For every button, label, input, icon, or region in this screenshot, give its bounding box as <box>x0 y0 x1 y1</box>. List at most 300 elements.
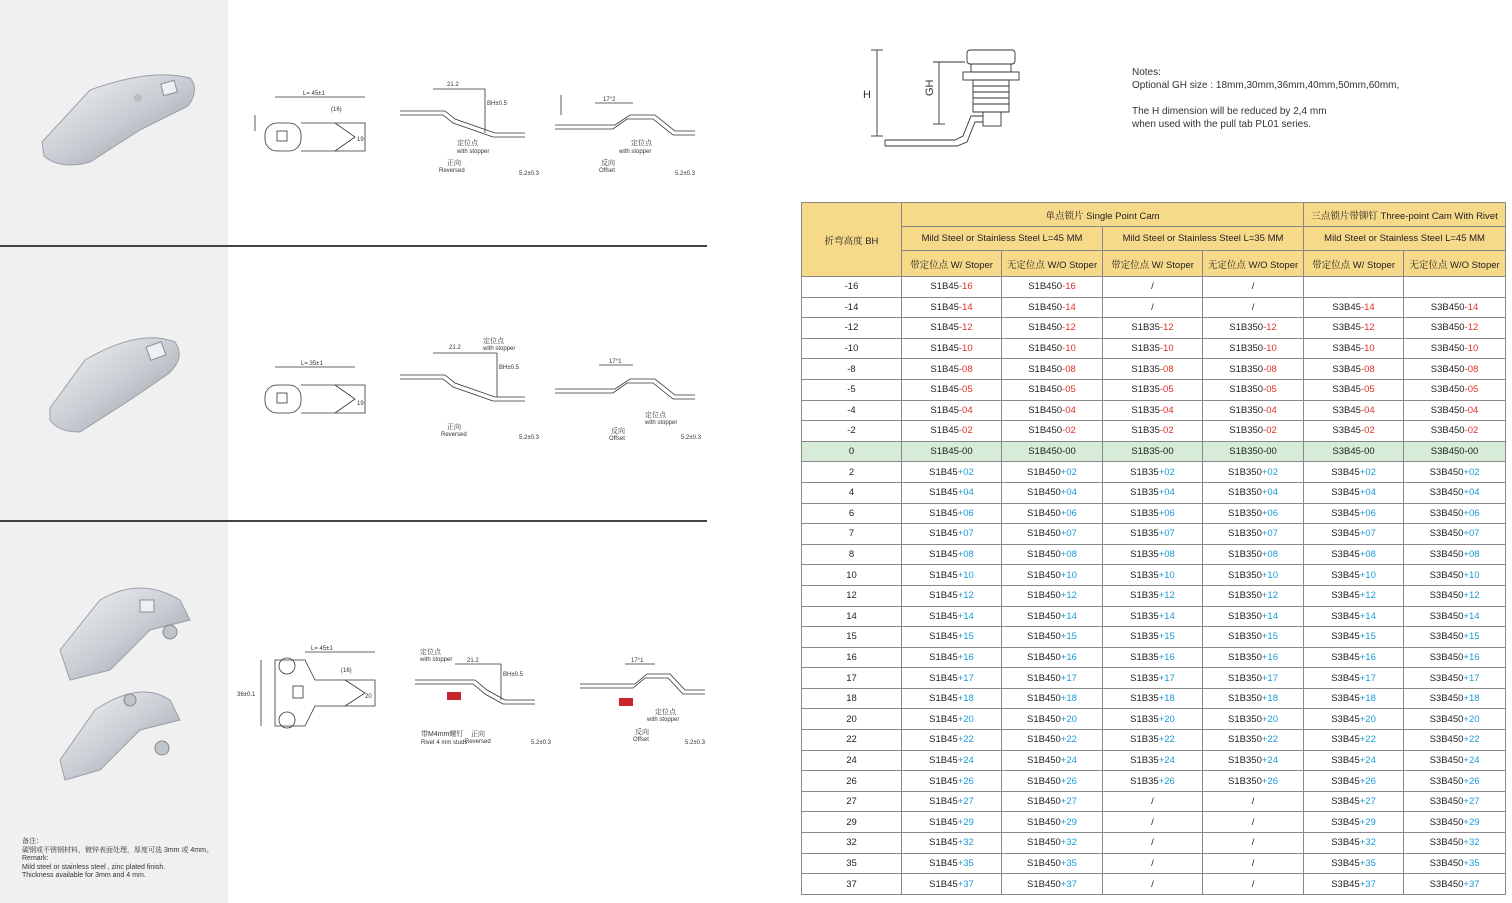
part-code: S1B450-14 <box>1002 297 1103 318</box>
part-code: S1B450+18 <box>1002 688 1103 709</box>
table-row <box>802 544 1506 565</box>
part-code: / <box>1203 812 1304 833</box>
part-code: S1B35+14 <box>1103 606 1203 627</box>
notes-line-3: when used with the pull tab PL01 series. <box>1132 119 1311 130</box>
part-code: S1B35+04 <box>1103 482 1203 503</box>
bh-header: 折弯高度 BH <box>802 203 902 277</box>
part-code: S1B350+12 <box>1203 585 1304 606</box>
rivet-marker <box>619 698 633 706</box>
part-code: S1B45+04 <box>902 482 1002 503</box>
part-code: S3B45-05 <box>1304 379 1404 400</box>
without-stoper-header: 无定位点 W/O Stoper <box>1002 251 1103 277</box>
part-code: S1B35-08 <box>1103 359 1203 380</box>
bh-value: 18 <box>802 688 902 709</box>
part-code: S3B45+37 <box>1304 874 1404 895</box>
table-row <box>802 524 1506 545</box>
part-code: S3B450-05 <box>1404 379 1506 400</box>
part-code: S3B450+26 <box>1404 771 1506 792</box>
part-code: S1B350+17 <box>1203 668 1304 689</box>
table-row <box>802 647 1506 668</box>
part-code: S1B45+18 <box>902 688 1002 709</box>
part-code: / <box>1203 297 1304 318</box>
offset-label-en: Offset <box>609 436 625 442</box>
stopper-label-en: with stopper <box>457 149 490 155</box>
part-code: S1B35-00 <box>1103 441 1203 462</box>
reversed-label-cn: 正向 <box>447 160 461 167</box>
part-code: / <box>1203 833 1304 854</box>
part-code: S1B35+22 <box>1103 730 1203 751</box>
h-dimension-label: H <box>863 89 871 101</box>
part-code: S3B450+37 <box>1404 874 1506 895</box>
part-code: S1B350-04 <box>1203 400 1304 421</box>
with-stoper-header: 带定位点 W/ Stoper <box>902 251 1002 277</box>
remark-block <box>22 838 222 881</box>
part-code: S3B450+04 <box>1404 482 1506 503</box>
table-row <box>802 482 1506 503</box>
part-code: S1B450-05 <box>1002 379 1103 400</box>
bh-value: -12 <box>802 318 902 339</box>
stopper-label-en: with stopper <box>647 717 680 723</box>
part-code: S3B45+20 <box>1304 709 1404 730</box>
part-code: S3B450-12 <box>1404 318 1506 339</box>
reversed-label-en: Reversed <box>441 432 467 438</box>
table-row <box>802 585 1506 606</box>
three-point-header: 三点锁片带铆钉 Three-point Cam With Rivet <box>1304 203 1506 227</box>
part-code: / <box>1203 277 1304 298</box>
table-row <box>802 359 1506 380</box>
dim-5-2: 5.2±0.3 <box>681 435 701 441</box>
part-code: / <box>1203 874 1304 895</box>
table-row <box>802 277 1506 298</box>
part-code: S1B450-10 <box>1002 338 1103 359</box>
part-code: S1B450+20 <box>1002 709 1103 730</box>
material-l35-header: Mild Steel or Stainless Steel L=35 MM <box>1103 227 1304 251</box>
bh-value: -2 <box>802 421 902 442</box>
part-code: S1B45+02 <box>902 462 1002 483</box>
dim-5-2: 5.2±0.3 <box>685 740 705 746</box>
part-code: S3B450+12 <box>1404 585 1506 606</box>
part-code: S1B45+20 <box>902 709 1002 730</box>
part-code: S1B45-12 <box>902 318 1002 339</box>
part-code: S1B350+26 <box>1203 771 1304 792</box>
part-code: S1B350+07 <box>1203 524 1304 545</box>
table-row <box>802 833 1506 854</box>
with-stoper-header: 带定位点 W/ Stoper <box>1304 251 1404 277</box>
bh-value: -14 <box>802 297 902 318</box>
part-code: S1B45-04 <box>902 400 1002 421</box>
dim-36: 36±0.1 <box>237 692 256 698</box>
part-code: S3B450+15 <box>1404 627 1506 648</box>
part-code: S3B450+16 <box>1404 647 1506 668</box>
part-code: S1B450-12 <box>1002 318 1103 339</box>
part-code: / <box>1103 812 1203 833</box>
table-row <box>802 441 1506 462</box>
notes-title: Notes: <box>1132 67 1161 78</box>
part-code: S1B35+24 <box>1103 750 1203 771</box>
part-code: S3B450-10 <box>1404 338 1506 359</box>
stopper-label-cn: 定位点 <box>631 140 652 147</box>
part-code: S1B35+18 <box>1103 688 1203 709</box>
table-row <box>802 338 1506 359</box>
part-code: S1B450+10 <box>1002 565 1103 586</box>
part-code: S3B450-14 <box>1404 297 1506 318</box>
part-code: S3B450+06 <box>1404 503 1506 524</box>
remark-title-en: Remark: <box>22 855 49 862</box>
offset-label-en: Offset <box>599 168 615 174</box>
part-code <box>1304 277 1404 298</box>
without-stoper-header: 无定位点 W/O Stoper <box>1404 251 1506 277</box>
dim-5-2: 5.2±0.3 <box>519 435 539 441</box>
part-code: S3B450+24 <box>1404 750 1506 771</box>
part-code: S1B350+15 <box>1203 627 1304 648</box>
dim-21: 21.2 <box>447 82 459 88</box>
part-code: S1B350-12 <box>1203 318 1304 339</box>
part-code: S1B45+27 <box>902 791 1002 812</box>
dim-19: 19 <box>357 137 364 143</box>
part-code: S3B45+35 <box>1304 853 1404 874</box>
stopper-label-en: with stopper <box>645 420 678 426</box>
cam-photo-2 <box>40 320 200 440</box>
part-code: S1B45+15 <box>902 627 1002 648</box>
part-code: S3B45+24 <box>1304 750 1404 771</box>
part-code: S3B450+08 <box>1404 544 1506 565</box>
reversed-label-cn: 正向 <box>471 731 485 738</box>
table-row <box>802 627 1506 648</box>
bh-value: 12 <box>802 585 902 606</box>
part-code: S3B45+14 <box>1304 606 1404 627</box>
part-code: S1B35+12 <box>1103 585 1203 606</box>
part-code: S1B350+24 <box>1203 750 1304 771</box>
dim-16: (16) <box>331 107 342 113</box>
part-code: S1B350+16 <box>1203 647 1304 668</box>
cam-spec-table <box>801 202 1506 895</box>
part-code: S1B45+22 <box>902 730 1002 751</box>
bh-value: 2 <box>802 462 902 483</box>
part-code: S1B45+06 <box>902 503 1002 524</box>
rivet-marker <box>447 692 461 700</box>
bh-value: -4 <box>802 400 902 421</box>
bh-value: 35 <box>802 853 902 874</box>
without-stoper-header: 无定位点 W/O Stoper <box>1203 251 1304 277</box>
part-code: S3B45+04 <box>1304 482 1404 503</box>
part-code: S3B450+22 <box>1404 730 1506 751</box>
stopper-label-en: with stopper <box>420 657 453 663</box>
stopper-label-cn: 定位点 <box>655 709 676 716</box>
part-code: S1B450+15 <box>1002 627 1103 648</box>
part-code: S1B450+14 <box>1002 606 1103 627</box>
part-code: S3B450+14 <box>1404 606 1506 627</box>
part-code: S1B450-02 <box>1002 421 1103 442</box>
part-code: S1B450+29 <box>1002 812 1103 833</box>
part-code: S1B35-02 <box>1103 421 1203 442</box>
dim-5-2: 5.2±0.3 <box>531 740 551 746</box>
bh-value: 20 <box>802 709 902 730</box>
part-code: S3B45-14 <box>1304 297 1404 318</box>
table-row <box>802 812 1506 833</box>
reversed-label-en: Reversed <box>439 168 465 174</box>
part-code: S1B35-12 <box>1103 318 1203 339</box>
part-code: S1B350+18 <box>1203 688 1304 709</box>
table-row <box>802 400 1506 421</box>
part-code: S3B45+15 <box>1304 627 1404 648</box>
bh-value: 0 <box>802 441 902 462</box>
part-code: S1B450+02 <box>1002 462 1103 483</box>
reversed-label-cn: 正向 <box>447 424 461 431</box>
stopper-label-cn: 定位点 <box>483 338 504 345</box>
table-row <box>802 688 1506 709</box>
dim-length: L= 45±1 <box>311 646 333 652</box>
part-code: S3B450+02 <box>1404 462 1506 483</box>
part-code: S3B450+18 <box>1404 688 1506 709</box>
part-code: S1B35+26 <box>1103 771 1203 792</box>
lock-assembly-diagram <box>855 40 1055 160</box>
part-code: S1B450+12 <box>1002 585 1103 606</box>
part-code: S1B45-00 <box>902 441 1002 462</box>
part-code: S1B450+26 <box>1002 771 1103 792</box>
table-row <box>802 503 1506 524</box>
bh-value: 17 <box>802 668 902 689</box>
single-point-header: 单点锁片 Single Point Cam <box>902 203 1304 227</box>
part-code: S1B450-00 <box>1002 441 1103 462</box>
part-code: S1B45+12 <box>902 585 1002 606</box>
part-code: S1B450+32 <box>1002 833 1103 854</box>
with-stoper-header: 带定位点 W/ Stoper <box>1103 251 1203 277</box>
cam-photo-3 <box>40 570 200 790</box>
remark-line-1: Mild steel or stainless steel , zinc plated finish. <box>22 863 166 871</box>
table-row <box>802 421 1506 442</box>
part-code: S1B450+35 <box>1002 853 1103 874</box>
dim-length: L= 35±1 <box>301 361 323 367</box>
offset-label-cn: 反向 <box>601 160 615 167</box>
part-code: S1B45-02 <box>902 421 1002 442</box>
part-code: / <box>1203 853 1304 874</box>
part-code: S1B35-10 <box>1103 338 1203 359</box>
part-code: S1B350-00 <box>1203 441 1304 462</box>
part-code: S3B45+32 <box>1304 833 1404 854</box>
bh-value: -10 <box>802 338 902 359</box>
bh-value: 16 <box>802 647 902 668</box>
part-code: S3B450+29 <box>1404 812 1506 833</box>
part-code: / <box>1103 297 1203 318</box>
part-code: S3B45+27 <box>1304 791 1404 812</box>
part-code: S3B45+16 <box>1304 647 1404 668</box>
stopper-label-cn: 定位点 <box>457 140 478 147</box>
part-code: S3B45-10 <box>1304 338 1404 359</box>
stopper-label-cn: 定位点 <box>645 412 666 419</box>
part-code: S1B45-05 <box>902 379 1002 400</box>
dim-17: 17°1 <box>609 359 622 365</box>
rivet-label-en: Rivet 4 mm studs <box>421 740 468 746</box>
part-code: / <box>1103 833 1203 854</box>
part-code: S3B450-08 <box>1404 359 1506 380</box>
part-code: S1B350+10 <box>1203 565 1304 586</box>
bh-value: -8 <box>802 359 902 380</box>
cam-photo-1 <box>30 60 210 180</box>
part-code: S3B450+10 <box>1404 565 1506 586</box>
bh-value: 24 <box>802 750 902 771</box>
part-code: S1B45-10 <box>902 338 1002 359</box>
part-code: S1B450+08 <box>1002 544 1103 565</box>
part-code: S1B450+37 <box>1002 874 1103 895</box>
part-code: S1B450+22 <box>1002 730 1103 751</box>
bh-value: 8 <box>802 544 902 565</box>
part-code: S1B350+02 <box>1203 462 1304 483</box>
part-code <box>1404 277 1506 298</box>
part-code: S1B45+35 <box>902 853 1002 874</box>
part-code: S1B350+06 <box>1203 503 1304 524</box>
table-row <box>802 318 1506 339</box>
part-code: S1B35-04 <box>1103 400 1203 421</box>
part-code: S3B450-00 <box>1404 441 1506 462</box>
bh-value: 6 <box>802 503 902 524</box>
part-code: S3B45+06 <box>1304 503 1404 524</box>
part-code: S1B450-16 <box>1002 277 1103 298</box>
bh-value: 14 <box>802 606 902 627</box>
part-code: S1B350+14 <box>1203 606 1304 627</box>
remark-line-2: Thickness available for 3mm and 4 mm. <box>22 872 146 879</box>
part-code: S1B35+02 <box>1103 462 1203 483</box>
part-code: S3B45-04 <box>1304 400 1404 421</box>
dim-5-2: 5.2±0.3 <box>675 171 695 177</box>
bh-value: 29 <box>802 812 902 833</box>
part-code: S3B450+17 <box>1404 668 1506 689</box>
part-code: S3B45+17 <box>1304 668 1404 689</box>
bh-value: 32 <box>802 833 902 854</box>
table-row <box>802 709 1506 730</box>
part-code: S3B450+27 <box>1404 791 1506 812</box>
part-code: S1B35+15 <box>1103 627 1203 648</box>
part-code: S3B45-12 <box>1304 318 1404 339</box>
bh-value: 10 <box>802 565 902 586</box>
part-code: S3B45-00 <box>1304 441 1404 462</box>
part-code: S1B35+16 <box>1103 647 1203 668</box>
notes-line-2: The H dimension will be reduced by 2,4 mm <box>1132 106 1327 117</box>
part-code: S1B45+24 <box>902 750 1002 771</box>
part-code: S1B450+24 <box>1002 750 1103 771</box>
part-code: S1B45+10 <box>902 565 1002 586</box>
dim-bh: BH±0.5 <box>499 365 519 371</box>
remark-title-cn: 备注： <box>22 838 43 845</box>
part-code: S1B350-10 <box>1203 338 1304 359</box>
part-code: S1B45-16 <box>902 277 1002 298</box>
part-code: S1B450+16 <box>1002 647 1103 668</box>
notes-line-1: Optional GH size : 18mm,30mm,36mm,40mm,50mm,60mm, <box>1132 80 1400 91</box>
part-code: S3B45+07 <box>1304 524 1404 545</box>
part-code: S1B45+37 <box>902 874 1002 895</box>
cam-drawing-row-2 <box>235 335 705 445</box>
bh-value: 4 <box>802 482 902 503</box>
part-code: / <box>1103 874 1203 895</box>
part-code: S1B45-08 <box>902 359 1002 380</box>
stopper-label-en: with stopper <box>619 149 652 155</box>
bh-value: 22 <box>802 730 902 751</box>
spec-table-body <box>802 277 1506 895</box>
offset-label-cn: 反向 <box>611 428 625 435</box>
part-code: S3B450+07 <box>1404 524 1506 545</box>
part-code: S1B45+08 <box>902 544 1002 565</box>
part-code: S3B45+18 <box>1304 688 1404 709</box>
cam-drawing-row-3 <box>235 640 705 760</box>
part-code: S3B450+32 <box>1404 833 1506 854</box>
part-code: S3B45+26 <box>1304 771 1404 792</box>
table-row <box>802 462 1506 483</box>
part-code: S1B450+06 <box>1002 503 1103 524</box>
dim-20: 20 <box>365 694 372 700</box>
table-row <box>802 606 1506 627</box>
bh-value: 37 <box>802 874 902 895</box>
part-code: S1B45+29 <box>902 812 1002 833</box>
table-row <box>802 874 1506 895</box>
part-code: S1B35+08 <box>1103 544 1203 565</box>
bh-value: 27 <box>802 791 902 812</box>
cam-drawing-row-1 <box>235 75 705 185</box>
part-code: S3B450-04 <box>1404 400 1506 421</box>
table-row <box>802 771 1506 792</box>
dim-21: 21.2 <box>467 658 479 664</box>
part-code: S3B45+02 <box>1304 462 1404 483</box>
part-code: S1B350-08 <box>1203 359 1304 380</box>
part-code: S3B45-02 <box>1304 421 1404 442</box>
part-code: S1B450-08 <box>1002 359 1103 380</box>
part-code: S1B350+08 <box>1203 544 1304 565</box>
table-row <box>802 791 1506 812</box>
stopper-label-en: with stopper <box>483 346 516 352</box>
stopper-label-cn: 定位点 <box>420 649 441 656</box>
part-code: S1B35+20 <box>1103 709 1203 730</box>
part-code: S3B45+29 <box>1304 812 1404 833</box>
rivet-label-cn: 带M4mm螺钉 <box>421 731 464 738</box>
table-row <box>802 379 1506 400</box>
part-code: / <box>1103 791 1203 812</box>
part-code: S1B35+06 <box>1103 503 1203 524</box>
part-code: S1B450-04 <box>1002 400 1103 421</box>
part-code: S3B45+22 <box>1304 730 1404 751</box>
table-row <box>802 297 1506 318</box>
part-code: S1B350+04 <box>1203 482 1304 503</box>
part-code: S3B45+12 <box>1304 585 1404 606</box>
material-3p-header: Mild Steel or Stainless Steel L=45 MM <box>1304 227 1506 251</box>
dim-bh: BH±0.5 <box>487 101 507 107</box>
row-separator <box>0 245 707 247</box>
part-code: S1B35-05 <box>1103 379 1203 400</box>
part-code: S3B45+10 <box>1304 565 1404 586</box>
part-code: S1B35+10 <box>1103 565 1203 586</box>
part-code: / <box>1203 791 1304 812</box>
part-code: S1B350+20 <box>1203 709 1304 730</box>
part-code: S3B45-08 <box>1304 359 1404 380</box>
bh-value: -16 <box>802 277 902 298</box>
part-code: S1B350-05 <box>1203 379 1304 400</box>
part-code: / <box>1103 277 1203 298</box>
part-code: S1B450+04 <box>1002 482 1103 503</box>
gh-dimension-label: GH <box>924 79 936 96</box>
row-separator <box>0 520 707 522</box>
dim-length: L= 45±1 <box>303 91 325 97</box>
part-code: S1B45+32 <box>902 833 1002 854</box>
part-code: S1B45-14 <box>902 297 1002 318</box>
table-row <box>802 730 1506 751</box>
dim-bh: BH±0.5 <box>503 672 523 678</box>
part-code: S1B35+17 <box>1103 668 1203 689</box>
part-code: S1B450+17 <box>1002 668 1103 689</box>
dim-21: 21.2 <box>449 345 461 351</box>
notes-block <box>1132 66 1399 131</box>
part-code: S1B350+22 <box>1203 730 1304 751</box>
bh-value: 15 <box>802 627 902 648</box>
part-code: S3B450+20 <box>1404 709 1506 730</box>
part-code: S1B45+16 <box>902 647 1002 668</box>
dim-5-2: 5.2±0.3 <box>519 171 539 177</box>
